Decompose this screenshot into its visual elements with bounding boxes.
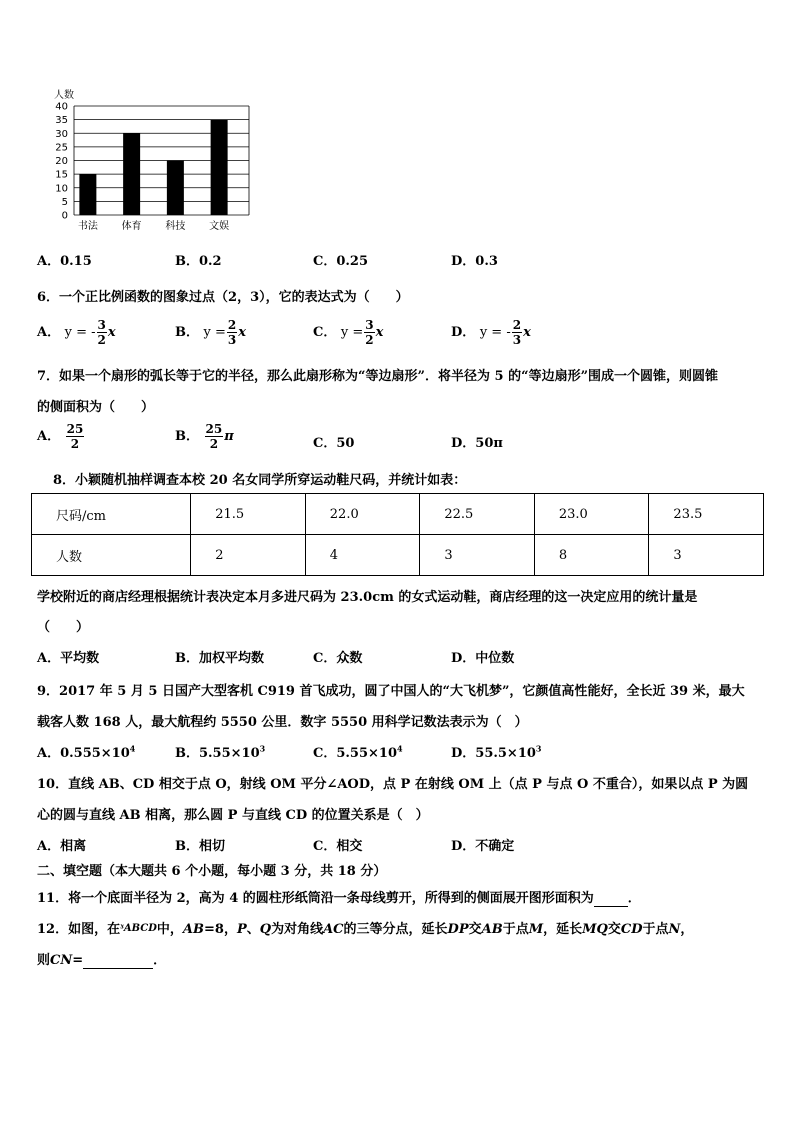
q11-answer-blank[interactable] bbox=[594, 891, 628, 907]
q7-option-c[interactable]: C．50 bbox=[313, 436, 355, 451]
chart-bar bbox=[167, 161, 184, 216]
q9-line-1: 9．2017 年 5 月 5 日国产大型客机 C919 首飞成功，圆了中国人的“大飞机梦”，它颜值高性能好，全长近 39 米，最大 bbox=[37, 684, 745, 699]
q8-option-d[interactable]: D．中位数 bbox=[451, 651, 515, 666]
q9-option-b[interactable]: B．$5.55\times 10^3$ bbox=[175, 743, 266, 761]
chart-x-ticks bbox=[78, 219, 229, 232]
chart-y-label: 人数 bbox=[54, 90, 74, 101]
q10-option-c[interactable]: C．相交 bbox=[313, 839, 363, 854]
q6-c-label: C． bbox=[313, 325, 337, 340]
chart-y-ticks bbox=[55, 102, 68, 222]
section-heading: 二、填空题（本大题共 6 个小题，每小题 3 分，共 18 分） bbox=[37, 864, 387, 879]
q12-answer-blank[interactable] bbox=[83, 953, 153, 969]
q8-stem: 8．小颖随机抽样调查本校 20 名女同学所穿运动鞋尺码，并统计如表： bbox=[53, 473, 467, 488]
table-cell: 3 bbox=[649, 535, 764, 576]
q6-c-var: x bbox=[375, 325, 384, 340]
q6-a-fraction: $\frac{3}{2}$ bbox=[97, 318, 106, 347]
table-cell: 3 bbox=[420, 535, 535, 576]
q9-option-d[interactable]: D．$55.5\times 10^3$ bbox=[451, 743, 542, 761]
q8-line-1: 学校附近的商店经理根据统计表决定本月多进尺码为 23.0cm 的女式运动鞋，商店经理的这一决定应用的统计量是 bbox=[37, 590, 698, 605]
q6-b-var: x bbox=[238, 325, 247, 340]
table-cell: 8 bbox=[534, 535, 649, 576]
chart-bar bbox=[79, 174, 96, 215]
q7-line-1: 7．如果一个扇形的弧长等于它的半径，那么此扇形称为“等边扇形”．将半径为 5 的“等边扇形”围成一个圆锥，则圆锥 bbox=[37, 369, 719, 384]
table-cell: 23.0 bbox=[534, 494, 649, 535]
q6-d-prefix: y = - bbox=[479, 325, 511, 340]
table-cell: 21.5 bbox=[191, 494, 306, 535]
table-cell: 22.0 bbox=[305, 494, 420, 535]
q8-option-b[interactable]: B．加权平均数 bbox=[175, 651, 264, 666]
q6-a-label: A． bbox=[37, 325, 61, 340]
q6-a-prefix: y = - bbox=[64, 325, 96, 340]
chart-x-tick-label: 书法 bbox=[77, 221, 98, 232]
q7-a-label: A． bbox=[37, 429, 61, 444]
q6-d-fraction: $\frac{2}{3}$ bbox=[512, 318, 522, 347]
q10-line-2: 心的圆与直线 AB 相离，那么圆 P 与直线 CD 的位置关系是（ ） bbox=[37, 808, 429, 823]
table-row bbox=[32, 535, 764, 576]
q6-b-label: B． bbox=[175, 325, 199, 340]
q10-option-d[interactable]: D．不确定 bbox=[451, 839, 515, 854]
q12-line-2: 则CN= ． bbox=[37, 953, 167, 968]
chart-bar bbox=[211, 120, 228, 215]
q6-option-d[interactable] bbox=[451, 318, 531, 347]
q7-option-b[interactable] bbox=[175, 422, 234, 451]
table-cell: 4 bbox=[305, 535, 420, 576]
q8-table bbox=[31, 493, 764, 576]
q7-a-fraction: $\frac{25}{2}$ bbox=[66, 422, 84, 451]
chart-y-tick-label: 30 bbox=[55, 128, 68, 140]
table-cell: 22.5 bbox=[420, 494, 535, 535]
q6-d-label: D． bbox=[451, 325, 476, 340]
q6-d-var: x bbox=[523, 325, 531, 340]
table-cell: 人数 bbox=[32, 535, 191, 576]
q7-option-a[interactable] bbox=[37, 422, 85, 451]
q7-b-fraction: $\frac{25}{2}$ bbox=[205, 422, 223, 451]
q7-option-d[interactable]: D．50π bbox=[451, 436, 503, 451]
q8-line-2: （ ） bbox=[37, 620, 90, 635]
chart-y-tick-label: 10 bbox=[55, 183, 68, 195]
q6-b-prefix: y = bbox=[203, 325, 226, 340]
q5-option-d[interactable]: D．0.3 bbox=[451, 254, 498, 269]
q12-line-1: 12．如图，在ˠABCD中，AB=8，P、Q为对角线AC的三等分点，延长DP交AB于点M，延长MQ交CD于点N， bbox=[37, 922, 694, 937]
table-cell: 23.5 bbox=[649, 494, 764, 535]
q5-option-a[interactable]: A．0.15 bbox=[37, 254, 92, 269]
chart-y-tick-label: 20 bbox=[55, 156, 68, 167]
table-cell: 2 bbox=[191, 535, 306, 576]
q6-c-fraction: $\frac{3}{2}$ bbox=[365, 318, 374, 347]
q10-option-a[interactable]: A．相离 bbox=[37, 839, 87, 854]
chart-x-tick-label: 科技 bbox=[165, 221, 186, 232]
q5-option-c[interactable]: C．0.25 bbox=[313, 254, 369, 269]
chart-bar bbox=[123, 133, 140, 215]
chart-y-tick-label: 25 bbox=[55, 142, 68, 154]
q10-option-b[interactable]: B．相切 bbox=[175, 839, 225, 854]
chart-y-tick-label: 5 bbox=[61, 196, 68, 208]
q6-option-b[interactable] bbox=[175, 318, 246, 347]
q10-line-1: 10．直线 AB、CD 相交于点 O，射线 OM 平分∠AOD，点 P 在射线 OM 上（点 P 与点 O 不重合），如果以点 P 为圆 bbox=[37, 777, 749, 792]
table-row bbox=[32, 494, 764, 535]
q8-option-a[interactable]: A．平均数 bbox=[37, 651, 100, 666]
q11-text: 11．将一个底面半径为 2，高为 4 的圆柱形纸筒沿一条母线剪开，所得到的侧面展开图形面积为 ． bbox=[37, 891, 641, 906]
chart-y-tick-label: 35 bbox=[55, 115, 68, 127]
q7-b-pi: π bbox=[224, 429, 234, 444]
chart-y-tick-label: 40 bbox=[55, 101, 68, 113]
q5-option-b[interactable]: B．0.2 bbox=[175, 254, 222, 269]
chart-x-tick-label: 文娱 bbox=[209, 221, 230, 232]
q7-b-label: B． bbox=[175, 429, 199, 444]
table-cell: 尺码/cm bbox=[32, 494, 191, 535]
q6-option-c[interactable] bbox=[313, 318, 383, 347]
chart-y-tick-label: 15 bbox=[55, 169, 68, 181]
q8-option-c[interactable]: C．众数 bbox=[313, 651, 363, 666]
chart-bars bbox=[79, 120, 227, 215]
chart-x-tick-label: 体育 bbox=[121, 221, 142, 232]
q9-option-c[interactable]: C．$5.55\times 10^4$ bbox=[313, 743, 403, 761]
q9-line-2: 载客人数 168 人，最大航程约 5550 公里．数字 5550 用科学记数法表示为（ ） bbox=[37, 715, 528, 730]
q6-option-a[interactable] bbox=[37, 318, 116, 347]
q6-stem: 6．一个正比例函数的图象过点（2，3），它的表达式为（ ） bbox=[37, 290, 409, 305]
q9-option-a[interactable]: A．$0.555\times 10^4$ bbox=[37, 743, 136, 761]
bar-chart bbox=[44, 86, 264, 236]
q6-b-fraction: $\frac{2}{3}$ bbox=[227, 318, 237, 347]
q7-line-2: 的侧面积为（ ） bbox=[37, 400, 155, 415]
chart-y-tick-label: 0 bbox=[61, 210, 68, 222]
q6-a-var: x bbox=[107, 325, 116, 340]
q6-c-prefix: y = bbox=[340, 325, 364, 340]
